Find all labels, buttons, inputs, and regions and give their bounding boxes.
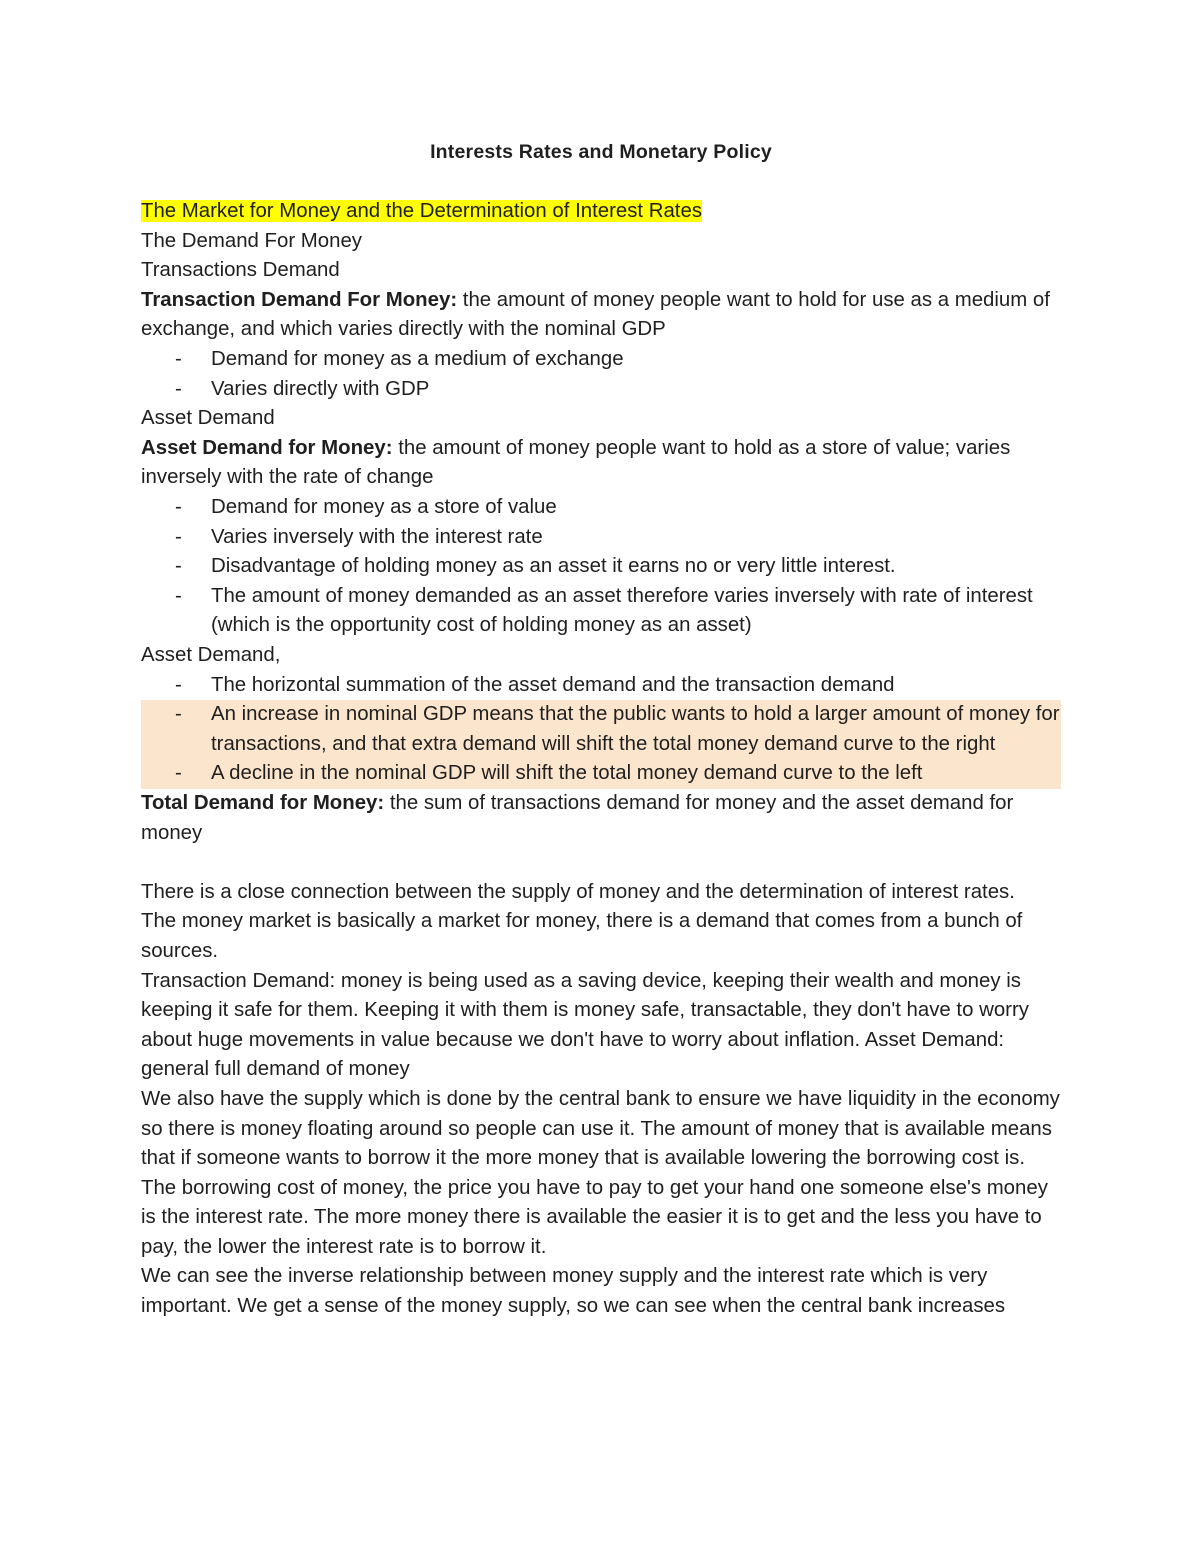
body-paragraph: There is a close connection between the supply of money and the determination of interest rates. — [141, 880, 1015, 903]
definition-term: Transaction Demand For Money: — [141, 288, 458, 311]
subheading-demand-for-money: The Demand For Money — [141, 229, 362, 252]
list-item-text: Demand for money as a store of value — [211, 496, 557, 519]
dash-bullet: - — [175, 703, 182, 726]
document-title: Interests Rates and Monetary Policy — [430, 141, 772, 163]
definition-text: the sum of transactions demand for money and the asset demand for money — [141, 791, 1014, 844]
section-heading-text: The Market for Money and the Determination of Interest Rates — [141, 200, 703, 223]
list-item-text: The amount of money demanded as an asset therefore varies inversely with rate of interest (which is the opportunity cost of holding money as an asset) — [211, 584, 1033, 637]
list-item-text: Disadvantage of holding money as an asset it earns no or very little interest. — [211, 555, 896, 578]
list-item — [141, 493, 1061, 523]
definition-term: Asset Demand for Money: — [141, 436, 393, 459]
dash-bullet: - — [175, 762, 182, 785]
body-paragraph: We also have the supply which is done by the central bank to ensure we have liquidity in the economy so there is money floating around so people can use it. The amount of money that is available means that if someone wants to borrow it the more money that is available lowering the borrowing cost is. The borrowing cost of money, the price you have to pay to get your hand one someone else's money is the interest rate. The more money there is available the easier it is to get and the less you have to pay, the lower the interest rate is to borrow it. — [141, 1087, 1060, 1258]
definition-transaction-demand — [141, 286, 1061, 345]
list-item-text: The horizontal summation of the asset demand and the transaction demand — [211, 673, 895, 696]
body-paragraph: The money market is basically a market for money, there is a demand that comes from a bunch of sources. — [141, 910, 1023, 962]
list-item-text: Varies inversely with the interest rate — [211, 525, 543, 548]
subheading-transactions-demand: Transactions Demand — [141, 259, 340, 282]
body-paragraph: Transaction Demand: money is being used as a saving device, keeping their wealth and money is keeping it safe for them. Keeping it with them is money safe, transactable, they don't have to worry about huge movements in value because we don't have to worry about inflation. Asset Demand: general full demand of money — [141, 969, 1029, 1081]
list-item-text: Varies directly with GDP — [211, 377, 430, 400]
dash-bullet: - — [175, 496, 182, 519]
body-paragraph: We can see the inverse relationship between money supply and the interest rate which is very important. We get a sense of the money supply, so we can see when the central bank increases — [141, 1265, 1006, 1318]
dash-bullet: - — [175, 555, 182, 578]
definition-text: the amount of money people want to hold for use as a medium of exchange, and which varies directly with the nominal GDP — [141, 288, 1050, 341]
list-item — [141, 552, 1061, 582]
subheading-asset-demand: Asset Demand — [141, 407, 275, 430]
dash-bullet: - — [175, 673, 182, 696]
subheading-asset-demand-total: Asset Demand, — [141, 644, 281, 666]
list-item — [141, 345, 1061, 375]
list-item — [141, 523, 1061, 553]
dash-bullet: - — [175, 348, 182, 371]
asset-bullet-list — [141, 493, 1061, 641]
definition-text: the amount of money people want to hold as a store of value; varies inversely with the rate of change — [141, 436, 1011, 489]
dash-bullet: - — [175, 377, 182, 400]
list-item-highlighted — [141, 700, 1061, 759]
definition-total-demand — [141, 789, 1061, 848]
definition-asset-demand — [141, 434, 1061, 493]
list-item-highlighted — [141, 759, 1061, 789]
total-bullet-list — [141, 671, 1061, 789]
document-page — [141, 138, 1061, 1322]
section-heading — [141, 197, 1061, 227]
list-item — [141, 375, 1061, 405]
transaction-bullet-list — [141, 345, 1061, 404]
dash-bullet: - — [175, 525, 182, 548]
list-item — [141, 671, 1061, 701]
list-item-text: Demand for money as a medium of exchange — [211, 348, 624, 371]
list-item-text: A decline in the nominal GDP will shift the total money demand curve to the left — [211, 762, 923, 785]
blank-line — [141, 848, 1061, 878]
list-item-text: An increase in nominal GDP means that the public wants to hold a larger amount of money for transactions, and that extra demand will shift the total money demand curve to the right — [211, 703, 1060, 755]
list-item — [141, 582, 1061, 641]
definition-term: Total Demand for Money: — [141, 791, 385, 814]
dash-bullet: - — [175, 584, 182, 607]
